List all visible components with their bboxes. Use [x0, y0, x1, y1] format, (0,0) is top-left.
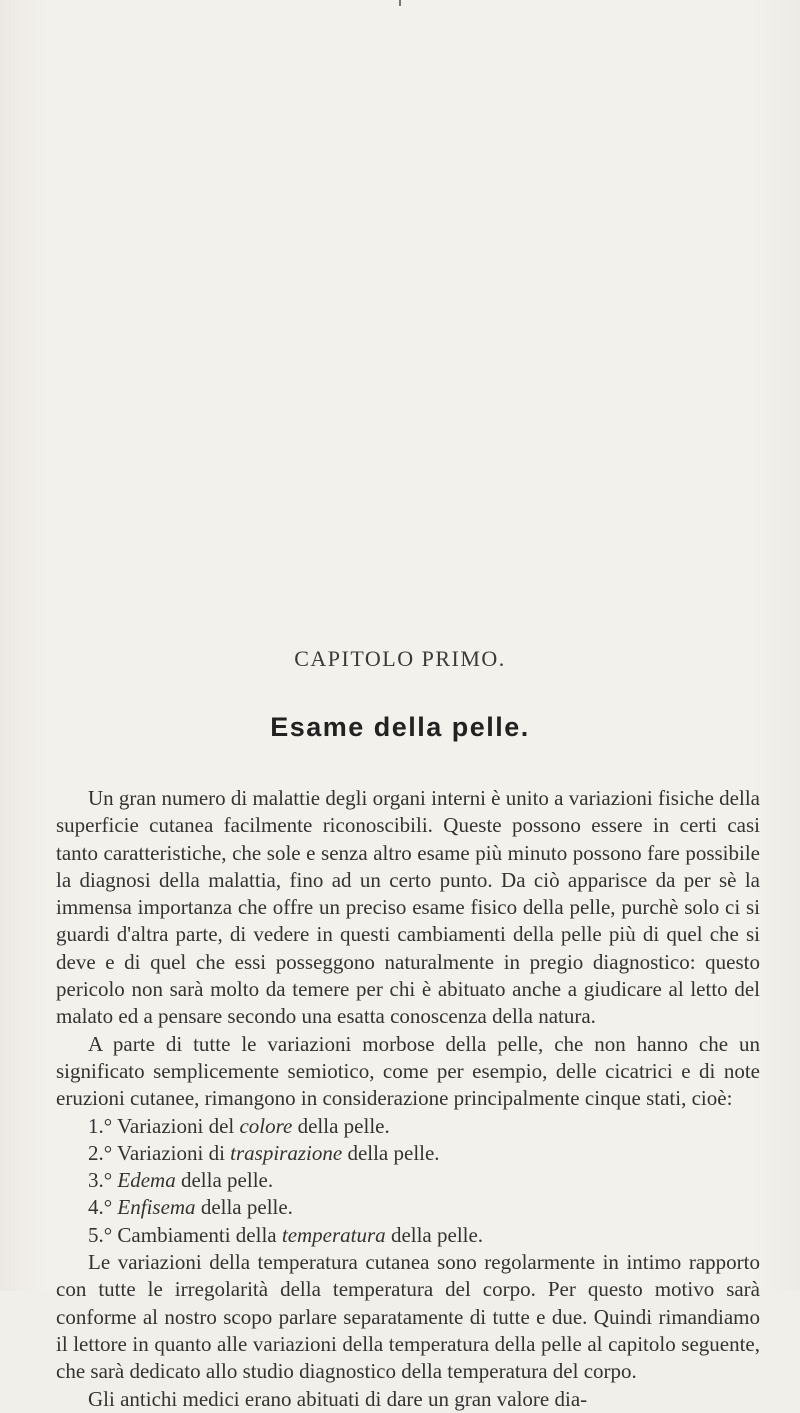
list-item-term: Edema: [117, 1168, 176, 1193]
list-item: [56, 1167, 760, 1194]
list-item: [56, 1222, 760, 1249]
list-item: [56, 1194, 760, 1221]
paragraph-4: Gli antichi medici erano abituati di dare un gran valore dia-: [88, 1386, 588, 1411]
body-text: [56, 785, 760, 1413]
list-item-term: Enfisema: [117, 1195, 196, 1220]
paragraph-1: Un gran numero di malattie degli organi interni è unito a variazioni fisiche della superficie cutanea facilmente riconoscibili. Queste possono essere in certi casi tanto caratteristiche, che sole e senza altro esame più minuto possono fare possibile la diagnosi della malattia, fino ad un certo punto. Da ciò apparisce da per sè la immensa importanza che offre un preciso esame fisico della pelle, purchè solo ci si guardi d'altra parte, di vedere in questi cambiamenti della pelle più di quel che si deve e di quel che essi posseggono naturalmente in pregio diagnostico: questo pericolo non sarà molto da temere per chi è abituato anche a giudicare al letto del malato ed a pensare secondo una esatta conoscenza della natura.: [56, 786, 760, 1029]
list-item-suffix: della pelle.: [175, 1168, 274, 1193]
list-item-suffix: della pelle.: [342, 1140, 440, 1165]
list-item-number: 1.°: [88, 1113, 113, 1138]
list-item-number: 5.°: [88, 1222, 113, 1247]
list-item-term: colore: [239, 1113, 293, 1138]
list-item-prefix: Variazioni del: [117, 1113, 240, 1138]
page-edge-mark: [399, 0, 401, 6]
chapter-heading: CAPITOLO PRIMO.: [294, 646, 506, 671]
list-item-term: traspirazione: [230, 1140, 343, 1165]
list-item: [56, 1140, 760, 1167]
list-item-number: 2.°: [88, 1140, 113, 1165]
list-item-suffix: della pelle.: [292, 1113, 390, 1138]
list-item-suffix: della pelle.: [195, 1195, 293, 1220]
list-item-suffix: della pelle.: [385, 1222, 484, 1247]
list-item-prefix: Cambiamenti della: [117, 1222, 282, 1247]
list-item-number: 4.°: [88, 1195, 113, 1220]
list-item-term: temperatura: [281, 1222, 386, 1247]
paragraph-3: Le variazioni della temperatura cutanea sono regolarmente in intimo rapporto con tutte le irregolarità della temperatura del corpo. Per questo motivo sarà conforme al nostro scopo parlare separatamente di tutte e due. Quindi rimandiamo il lettore in quanto alle variazioni della temperatura della pelle al capitolo seguente, che sarà dedicato allo studio diagnostico della temperatura del corpo.: [56, 1250, 760, 1384]
list-item-prefix: Variazioni di: [117, 1140, 231, 1165]
conditions-list: [56, 1113, 760, 1249]
paragraph-2: A parte di tutte le variazioni morbose della pelle, che non hanno che un significato semplicemente semiotico, come per esempio, delle cicatrici e di note eruzioni cutanee, rimangono in considerazione principalmente cinque stati, cioè:: [56, 1031, 760, 1111]
list-item: [56, 1113, 760, 1140]
list-item-number: 3.°: [88, 1168, 113, 1193]
section-title: Esame della pelle.: [270, 712, 530, 742]
